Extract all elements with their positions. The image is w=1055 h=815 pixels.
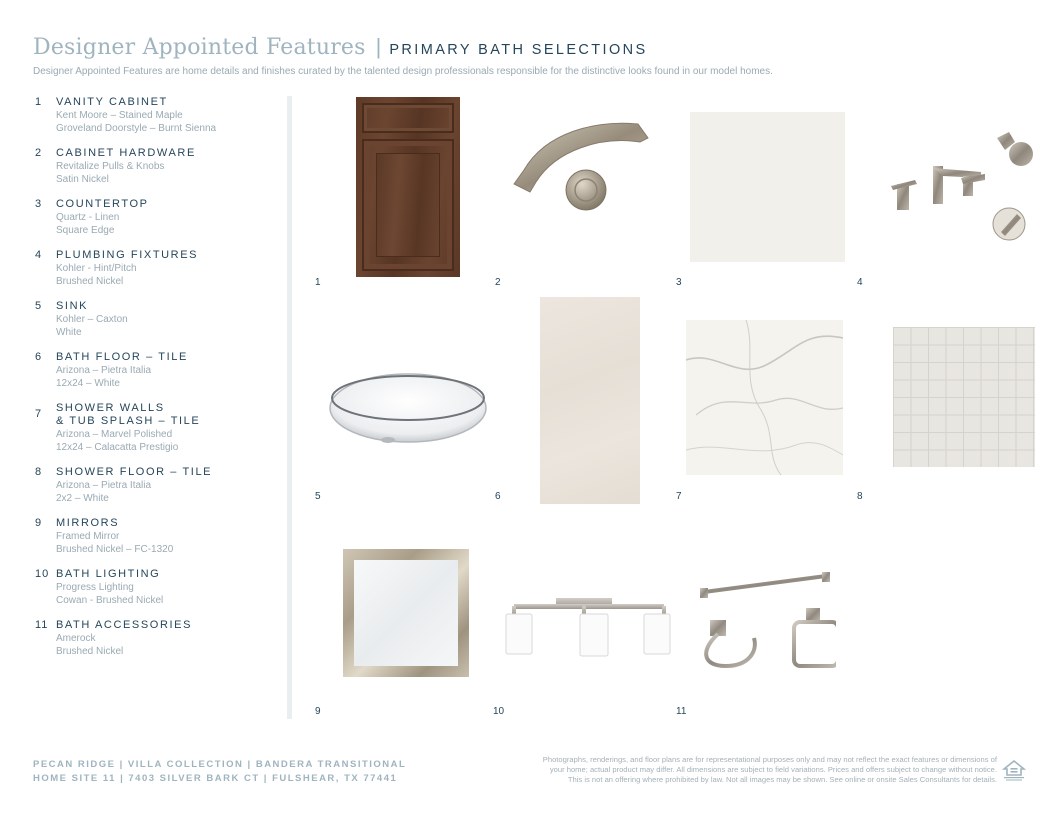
item-number: 8 xyxy=(35,466,43,478)
equal-housing-logo-icon xyxy=(1002,758,1026,782)
item-title: SINK xyxy=(56,300,89,312)
undermount-sink-icon xyxy=(328,370,490,450)
floor-tile-swatch-icon xyxy=(540,297,640,504)
item-detail: Groveland Doorstyle – Burnt Sienna xyxy=(56,123,217,134)
community-footer xyxy=(33,758,406,786)
image-number: 11 xyxy=(676,706,687,717)
list-item xyxy=(35,466,280,505)
image-number: 4 xyxy=(857,277,863,288)
item-number: 11 xyxy=(35,619,49,631)
list-item xyxy=(35,619,280,658)
item-detail: Arizona – Marvel Polished xyxy=(56,429,173,440)
item-title: BATH LIGHTING xyxy=(56,568,161,580)
intro-text: Designer Appointed Features are home details and finishes curated by the talented design professionals responsible for the distinctive looks found in our model homes. xyxy=(33,66,773,77)
list-item xyxy=(35,198,280,237)
item-detail: Cowan - Brushed Nickel xyxy=(56,595,164,606)
item-number: 10 xyxy=(35,568,50,580)
item-number: 5 xyxy=(35,300,43,312)
item-title: VANITY CABINET xyxy=(56,96,168,108)
item-detail: Arizona – Pietra Italia xyxy=(56,480,152,491)
item-title: MIRRORS xyxy=(56,517,120,529)
image-number: 1 xyxy=(315,277,321,288)
item-detail: Satin Nickel xyxy=(56,174,109,185)
item-detail: 12x24 – Calacatta Prestigio xyxy=(56,442,179,453)
item-title: PLUMBING FIXTURES xyxy=(56,249,199,261)
item-title: BATH FLOOR – TILE xyxy=(56,351,188,363)
disclaimer-line: your home; actual product may differ. All dimensions are subject to field variations. Prices and offers subject to change without notice. xyxy=(549,765,997,774)
title-separator: | xyxy=(375,34,382,59)
item-detail: Kohler – Caxton xyxy=(56,314,128,325)
item-title: SHOWER WALLS xyxy=(56,402,165,414)
disclaimer-line: This is not an offering where prohibited by law. Not all images may be shown. See online or onsite Sales Consultants for details. xyxy=(567,775,997,784)
disclaimer-line: Photographs, renderings, and floor plans are for representational purposes only and may not reflect the exact features or dimensions of xyxy=(542,755,997,764)
item-detail: Framed Mirror xyxy=(56,531,120,542)
item-title: COUNTERTOP xyxy=(56,198,149,210)
list-item xyxy=(35,249,280,288)
list-item xyxy=(35,402,280,454)
item-detail: Arizona – Pietra Italia xyxy=(56,365,152,376)
image-grid xyxy=(300,90,1045,722)
item-detail: Revitalize Pulls & Knobs xyxy=(56,161,165,172)
faucet-set-icon xyxy=(885,128,1040,248)
item-detail: Amerock xyxy=(56,633,96,644)
marble-tile-swatch-icon xyxy=(686,320,843,475)
image-number: 7 xyxy=(676,491,682,502)
towel-bar-accessories-icon xyxy=(696,568,836,676)
item-detail: Kohler - Hint/Pitch xyxy=(56,263,137,274)
address-line: HOME SITE 11 | 7403 SILVER BARK CT | FULSHEAR, TX 77441 xyxy=(33,773,398,784)
item-detail: Brushed Nickel xyxy=(56,646,124,657)
list-item xyxy=(35,517,280,556)
item-title: SHOWER FLOOR – TILE xyxy=(56,466,213,478)
list-item xyxy=(35,300,280,339)
item-title: BATH ACCESSORIES xyxy=(56,619,193,631)
image-number: 2 xyxy=(495,277,501,288)
item-number: 7 xyxy=(35,408,43,420)
item-detail: Square Edge xyxy=(56,225,115,236)
item-detail: Brushed Nickel – FC-1320 xyxy=(56,544,174,555)
item-number: 1 xyxy=(35,96,43,108)
item-detail: Brushed Nickel xyxy=(56,276,124,287)
item-detail: Progress Lighting xyxy=(56,582,134,593)
framed-mirror-icon xyxy=(343,549,469,677)
item-number: 4 xyxy=(35,249,43,261)
item-number: 9 xyxy=(35,517,43,529)
vanity-light-icon xyxy=(504,596,674,658)
item-title: & TUB SPLASH – TILE xyxy=(56,415,201,427)
item-title: CABINET HARDWARE xyxy=(56,147,196,159)
image-number: 5 xyxy=(315,491,321,502)
item-detail: 2x2 – White xyxy=(56,493,109,504)
page-header xyxy=(33,34,1023,77)
item-number: 3 xyxy=(35,198,43,210)
item-detail: Kent Moore – Stained Maple xyxy=(56,110,183,121)
item-detail: 12x24 – White xyxy=(56,378,120,389)
page-subtitle: PRIMARY BATH SELECTIONS xyxy=(389,42,648,58)
disclaimer xyxy=(517,755,997,785)
list-item xyxy=(35,568,280,607)
list-item xyxy=(35,147,280,186)
list-item xyxy=(35,96,280,135)
vanity-cabinet-swatch-icon xyxy=(356,97,460,277)
page-title: Designer Appointed Features xyxy=(33,35,366,60)
item-number: 6 xyxy=(35,351,43,363)
image-number: 6 xyxy=(495,491,501,502)
mosaic-tile-swatch-icon xyxy=(893,327,1035,467)
list-item xyxy=(35,351,280,390)
image-number: 9 xyxy=(315,706,321,717)
item-detail: White xyxy=(56,327,82,338)
community-line: PECAN RIDGE | VILLA COLLECTION | BANDERA TRANSITIONAL xyxy=(33,759,407,770)
selection-list xyxy=(35,96,280,670)
quartz-swatch-icon xyxy=(690,112,845,262)
column-divider xyxy=(287,96,292,719)
item-number: 2 xyxy=(35,147,43,159)
image-number: 8 xyxy=(857,491,863,502)
image-number: 3 xyxy=(676,277,682,288)
item-detail: Quartz - Linen xyxy=(56,212,120,223)
cabinet-pull-and-knob-icon xyxy=(506,112,656,212)
image-number: 10 xyxy=(493,706,505,717)
title-row xyxy=(33,34,1023,60)
